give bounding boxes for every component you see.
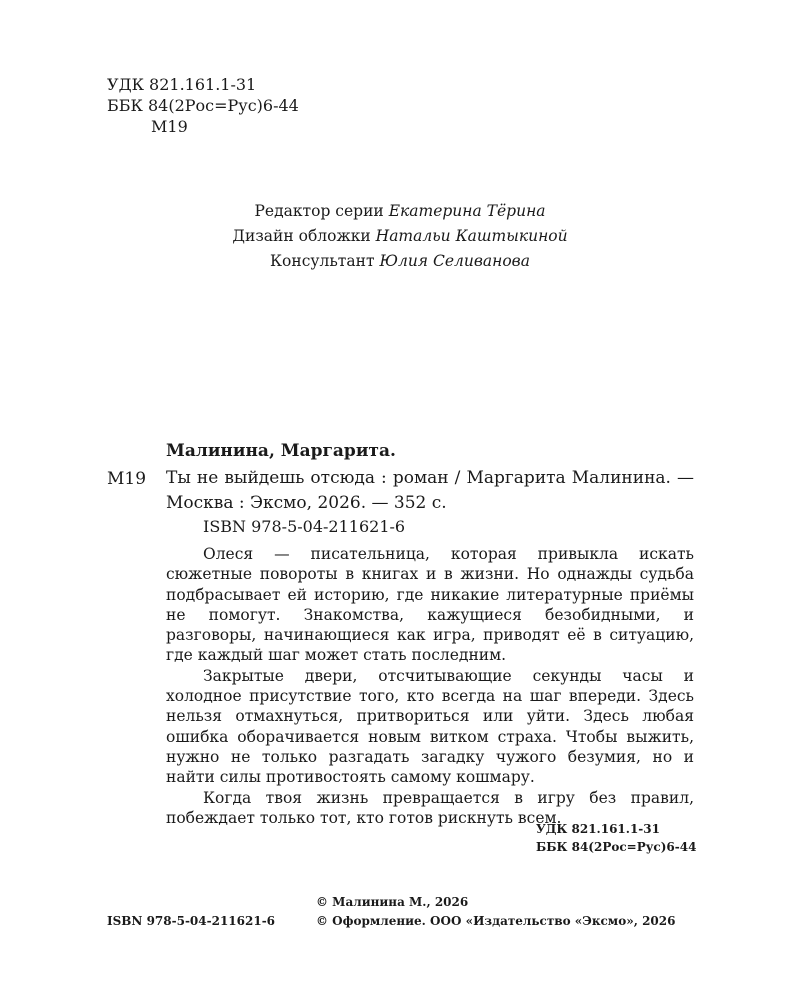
annotation <box>166 544 694 828</box>
credit-role: Редактор серии <box>254 202 384 220</box>
bottom-catalog-codes <box>536 820 696 856</box>
credit-name: Екатерина Тёрина <box>388 202 546 220</box>
copyright-design: © Оформление. ООО «Издательство «Эксмо», 2026 <box>316 914 676 928</box>
author-mark: М19 <box>151 117 188 136</box>
credit-cover-design <box>0 224 800 249</box>
credit-role: Дизайн обложки <box>232 227 371 245</box>
credit-name: Юлия Селиванова <box>379 252 530 270</box>
entry-author: Малинина, Маргарита. <box>166 441 396 461</box>
credit-consultant <box>0 249 800 274</box>
annotation-paragraph: Закрытые двери, отсчитывающие секунды часы и холодное присутствие того, кто всегда на шаг впереди. Здесь нельзя отмахнуться, притвориться или уйти. Здесь любая ошибка оборачивается новым витком страха. Чтобы выжить, нужно не только разгадать загадку чужого безумия, но и найти силы противостоять самому кошмару. <box>166 666 694 787</box>
entry-mark: М19 <box>107 469 147 489</box>
copyright-block <box>316 893 675 931</box>
udk-code: УДК 821.161.1-31 <box>107 75 257 94</box>
bbk-code: ББК 84(2Рос=Рус)6-44 <box>107 96 299 115</box>
credit-name: Натальи Каштыкиной <box>375 227 568 245</box>
credit-role: Консультант <box>270 252 375 270</box>
credit-editor <box>0 199 800 224</box>
entry-description: Ты не выйдешь отсюда : роман / Маргарита Малинина. — Москва : Эксмо, 2026. — 352 с. <box>166 468 694 513</box>
annotation-paragraph: Когда твоя жизнь превращается в игру без правил, побеждает только тот, кто готов рискнуть всем. <box>166 788 694 827</box>
annotation-paragraph: Олеся — писательница, которая привыкла искать сюжетные повороты в книгах и в жизни. Но однажды судьба подбрасывает ей историю, где никакие литературные приёмы не помогут. Знакомства, кажущиеся безобидными, и разговоры, начинающиеся как игра, приводят её в ситуацию, где каждый шаг может стать последним. <box>166 545 694 665</box>
credits-block <box>0 199 800 274</box>
entry-isbn: ISBN 978-5-04-211621-6 <box>203 517 406 536</box>
copyright-author: © Малинина М., 2026 <box>316 895 469 909</box>
bottom-bbk: ББК 84(2Рос=Рус)6-44 <box>536 840 697 854</box>
catalog-codes <box>107 74 299 137</box>
footer-isbn: ISBN 978-5-04-211621-6 <box>107 914 276 928</box>
bottom-udk: УДК 821.161.1-31 <box>536 822 660 836</box>
